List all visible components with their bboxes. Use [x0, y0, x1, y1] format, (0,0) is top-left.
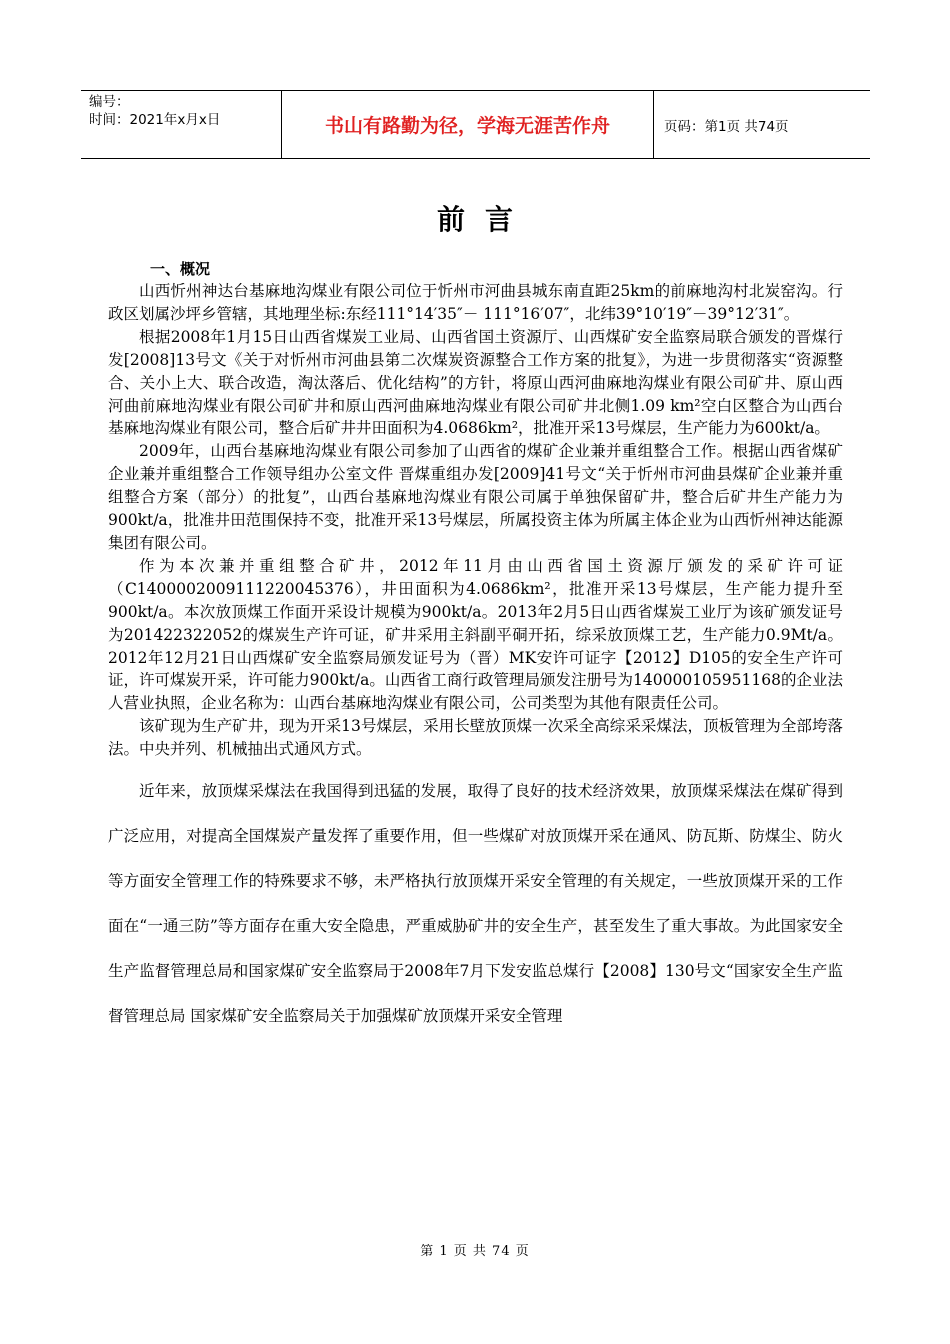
document-body	[108, 258, 843, 1039]
paragraph-3: 2009年，山西台基麻地沟煤业有限公司参加了山西省的煤矿企业兼并重组整合工作。根据山西省煤矿企业兼并重组整合工作领导组办公室文件 晋煤重组办发[2009]41号文“关于忻州市河曲县煤矿企业兼并重组整合方案（部分）的批复”，山西台基麻地沟煤业有限公司属于单独保留矿井，整合后矿井生产能力为900kt/a，批准井田范围保持不变，批准开采13号煤层，所属投资主体为所属主体企业为山西忻州神达能源集团有限公司。	[108, 442, 843, 552]
page-title: 前言	[436, 203, 533, 236]
section-heading: 一、概况	[150, 260, 211, 278]
paragraph-gap	[108, 761, 843, 769]
header-meta	[81, 91, 281, 158]
paragraph-4: 作为本次兼并重组整合矿井，2012年11月由山西省国土资源厅颁发的采矿许可证（C1400002009111220045376），井田面积为4.0686km²，批准开采13号煤层，生产能力提升至900kt/a。本次放顶煤工作面开采设计规模为900kt/a。2013年2月5日山西省煤炭工业厅为该矿颁发证号为201422322052的煤炭生产许可证，矿井采用主斜副平硐开拓，综采放顶煤工艺，生产能力0.9Mt/a。2012年12月21日山西煤矿安全监察局颁发证号为（晋）MK安许可证字【2012】D105的安全生产许可证，许可煤炭开采，许可能力900kt/a。山西省工商行政管理局颁发注册号为140000105951168的企业法人营业执照，企业名称为：山西台基麻地沟煤业有限公司，公司类型为其他有限责任公司。	[108, 556, 843, 713]
paragraph-6: 近年来，放顶煤采煤法在我国得到迅猛的发展，取得了良好的技术经济效果，放顶煤采煤法在煤矿得到广泛应用，对提高全国煤炭产量发挥了重要作用，但一些煤矿对放顶煤开采在通风、防瓦斯、防煤尘、防火等方面安全管理工作的特殊要求不够，未严格执行放顶煤开采安全管理的有关规定，一些放顶煤开采的工作面在“一通三防”等方面存在重大安全隐患，严重威胁矿井的安全生产，甚至发生了重大事故。为此国家安全生产监督管理总局和国家煤矿安全监察局于2008年7月下发安监总煤行【2008】130号文“国家安全生产监督管理总局 国家煤矿安全监察局关于加强煤矿放顶煤开采安全管理	[108, 782, 843, 1026]
header-motto: 书山有路勤为径，学海无涯苦作舟	[281, 91, 654, 158]
time-label: 时间：2021年x月x日	[89, 112, 221, 128]
paragraph-1: 山西忻州神达台基麻地沟煤业有限公司位于忻州市河曲县城东南直距25km的前麻地沟村北炭窑沟。行政区划属沙坪乡管辖，其地理坐标:东经111°14′35″－ 111°16′07″，北纬39°10′19″－39°12′31″。	[108, 282, 843, 323]
header-page-info: 页码：第1页 共74页	[664, 118, 789, 135]
page-header	[81, 90, 870, 159]
paragraph-5: 该矿现为生产矿井，现为开采13号煤层，采用长壁放顶煤一次采全高综采采煤法，顶板管理为全部垮落法。中央并列、机械抽出式通风方式。	[108, 717, 843, 759]
page-footer: 第 1 页 共 74 页	[420, 1244, 530, 1259]
paragraph-2: 根据2008年1月15日山西省煤炭工业局、山西省国土资源厅、山西煤矿安全监察局联合颁发的晋煤行发[2008]13号文《关于对忻州市河曲县第二次煤炭资源整合工作方案的批复》，为进一步贯彻落实“资源整合、关小上大、联合改造，淘汰落后、优化结构”的方针，将原山西河曲麻地沟煤业有限公司矿井、原山西河曲前麻地沟煤业有限公司矿井和原山西河曲麻地沟煤业有限公司矿井北侧1.09 km²空白区整合为山西台基麻地沟煤业有限公司，整合后矿井井田面积为4.0686km²，批准开采13号煤层，生产能力为600kt/a。	[108, 327, 843, 438]
code-label: 编号：	[89, 94, 130, 110]
